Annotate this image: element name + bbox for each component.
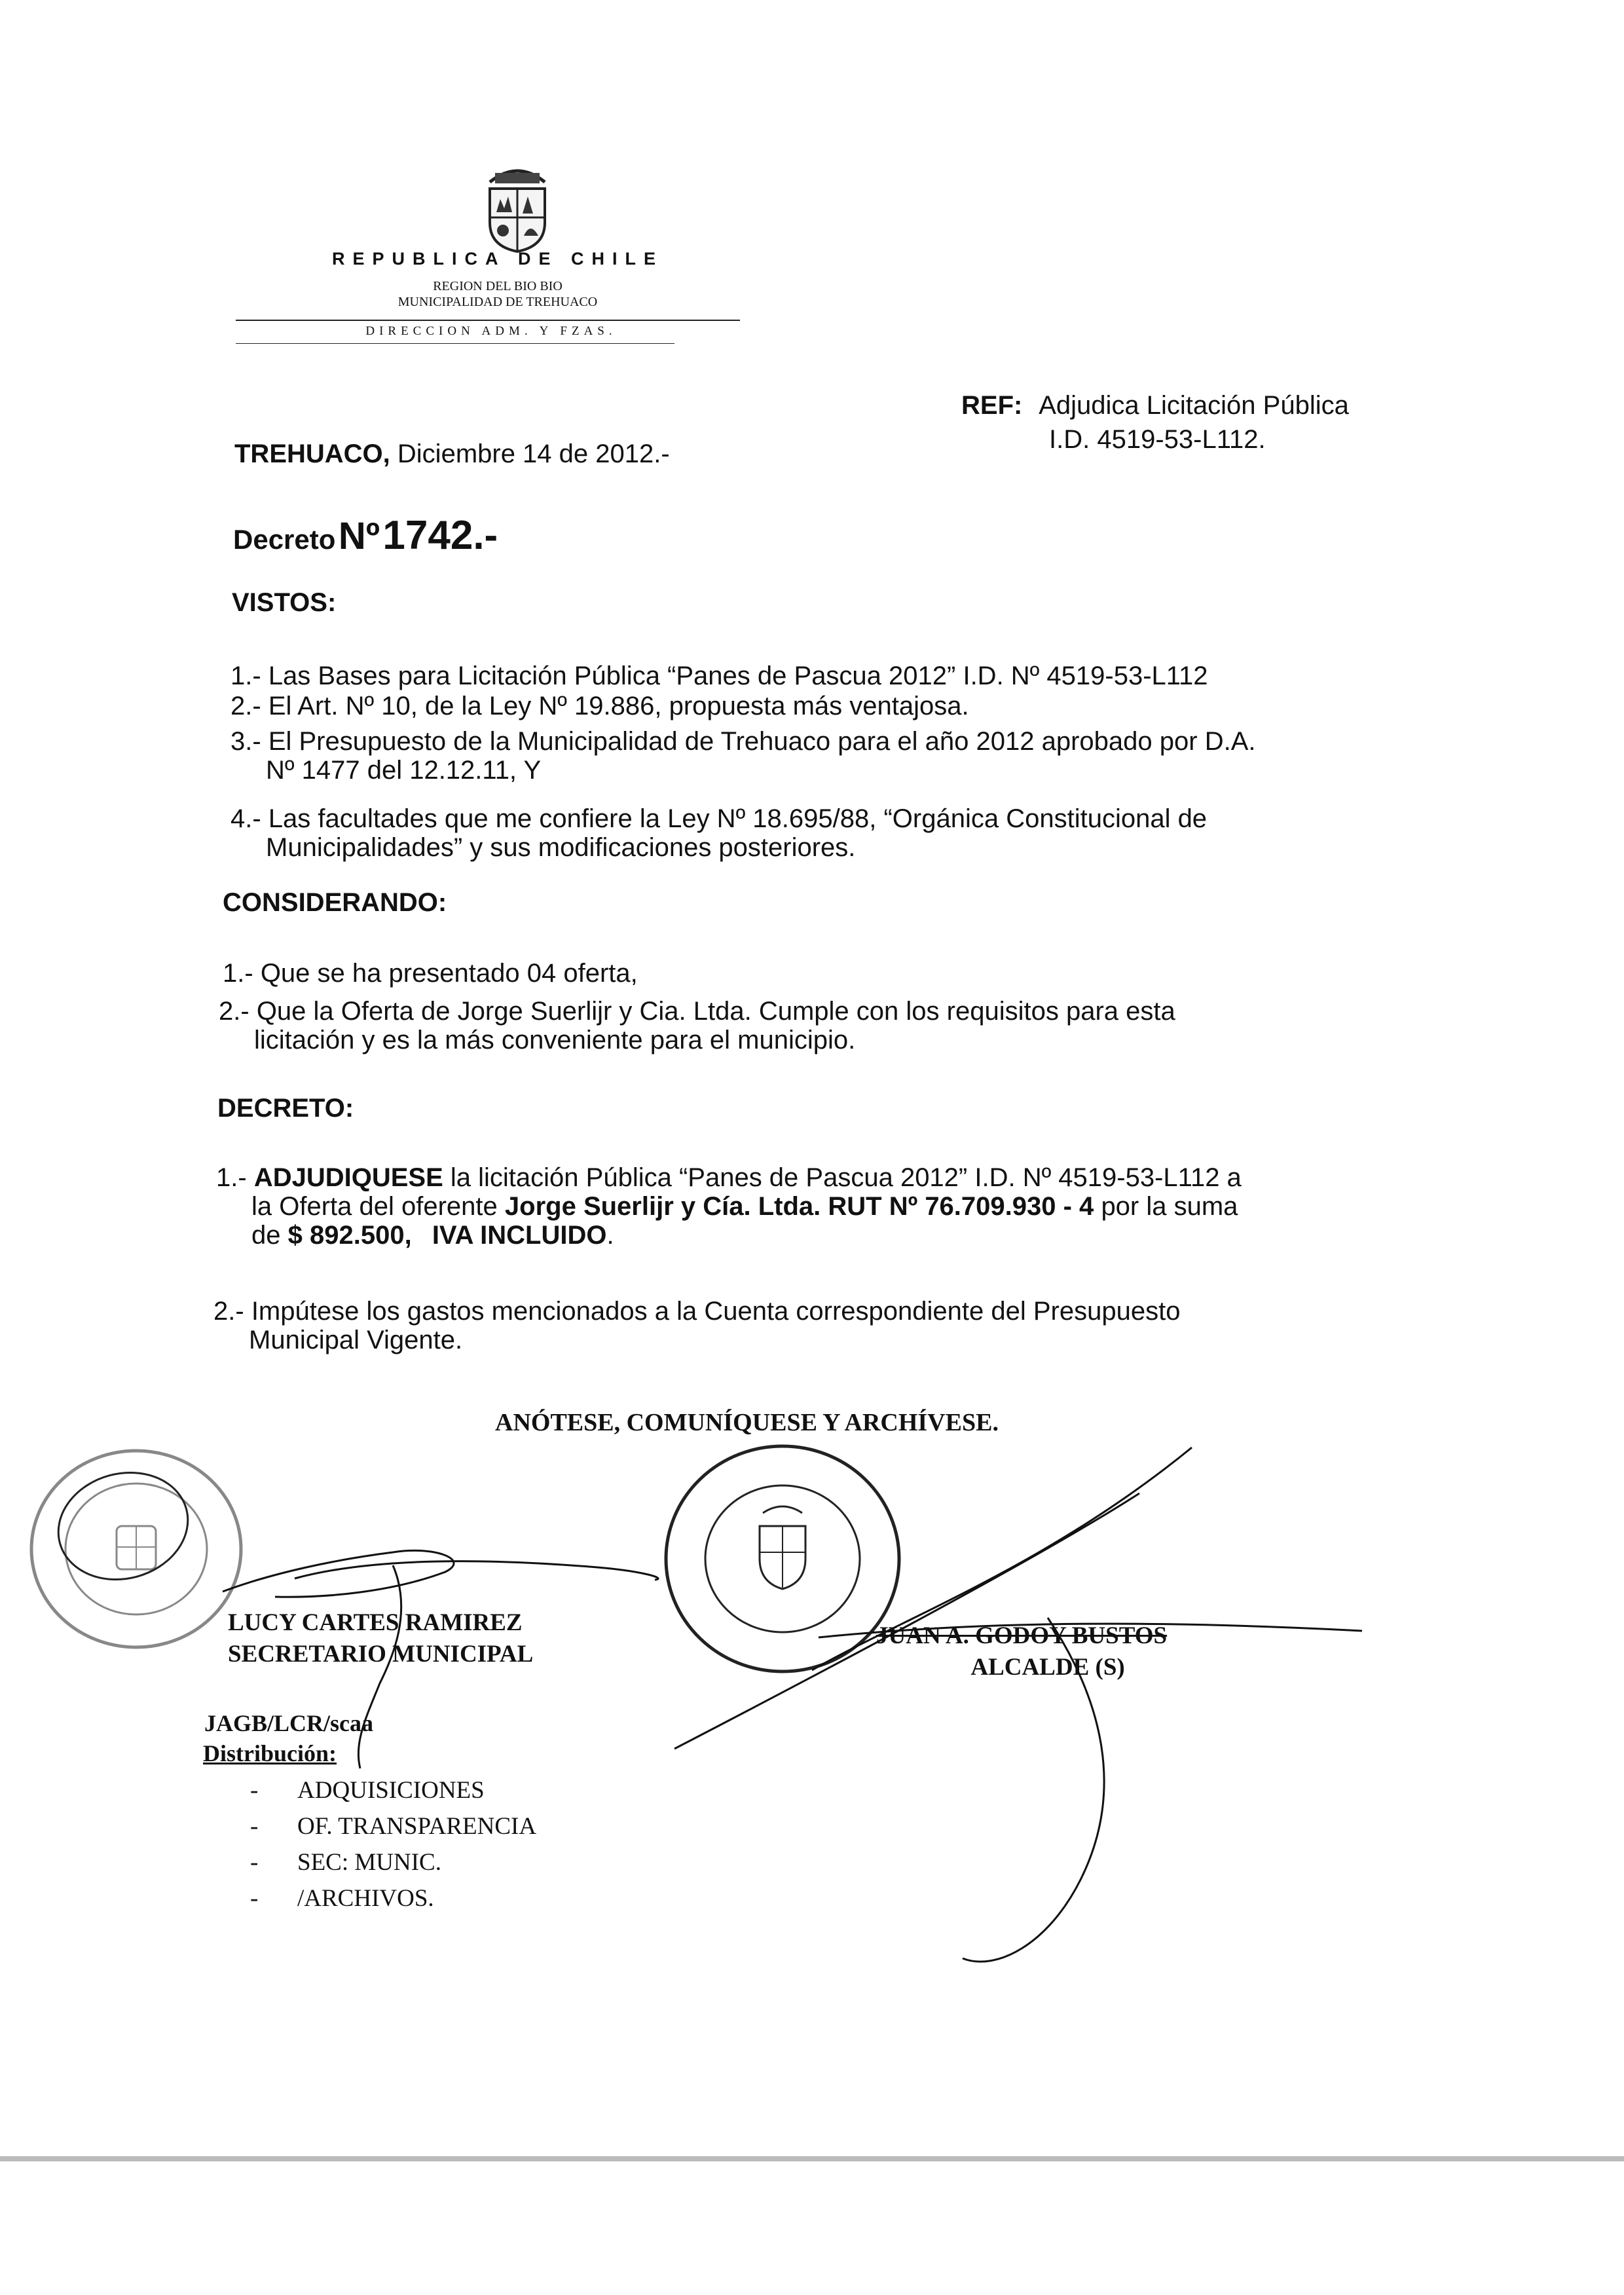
item-continuation: Municipal Vigente.	[249, 1326, 463, 1354]
item-text: la licitación Pública “Panes de Pascua 2012” I.D. Nº 4519-53-L112 a	[450, 1163, 1242, 1192]
item-number: 4.-	[231, 804, 261, 833]
adjudique-verb: ADJUDIQUESE	[253, 1163, 443, 1192]
item-continuation: Nº 1477 del 12.12.11, Y	[266, 756, 542, 785]
ref-line2: I.D. 4519-53-L112.	[1049, 425, 1266, 454]
item-text: Que se ha presentado 04 oferta,	[260, 959, 638, 988]
item-text: por la suma	[1101, 1192, 1238, 1221]
letterhead-municipality: MUNICIPALIDAD DE TREHUACO	[397, 295, 598, 309]
alcalde-title: ALCALDE (S)	[970, 1654, 1125, 1681]
ref-label: REF:	[961, 391, 1023, 420]
vistos-item	[231, 662, 1409, 690]
item-number: 1.-	[223, 959, 253, 988]
place-date	[234, 440, 670, 468]
decreto-item	[213, 1297, 1431, 1354]
item-number: 1.-	[231, 662, 261, 690]
letterhead-country: REPUBLICA DE CHILE	[331, 249, 663, 269]
iva-note: IVA INCLUIDO	[432, 1221, 607, 1250]
decreto-item	[216, 1163, 1434, 1250]
item-continuation: Municipalidades” y sus modificaciones posteriores.	[266, 833, 856, 862]
item-text: Que la Oferta de Jorge Suerlijr y Cia. Ltda. Cumple con los requisitos para esta	[256, 997, 1175, 1026]
letterhead-department: DIRECCION ADM. Y FZAS.	[365, 324, 617, 338]
item-text: El Presupuesto de la Municipalidad de Trehuaco para el año 2012 aprobado por D.A.	[268, 727, 1256, 756]
scan-edge	[0, 2156, 1624, 2161]
item-number: 1.-	[216, 1163, 247, 1192]
closing-line: ANÓTESE, COMUNÍQUESE Y ARCHÍVESE.	[495, 1409, 999, 1436]
distribution-heading: Distribución:	[203, 1740, 337, 1766]
alcalde-signature-icon	[655, 1421, 1375, 2011]
vistos-item	[231, 804, 1409, 862]
list-item: - /ARCHIVOS.	[250, 1885, 434, 1912]
item-number: 2.-	[231, 692, 261, 720]
letterhead-rule-top	[236, 320, 740, 321]
item-text: Impútese los gastos mencionados a la Cuenta correspondiente del Presupuesto	[251, 1297, 1181, 1326]
considerando-item	[223, 959, 1401, 988]
ref-block	[961, 392, 1349, 419]
item-text: El Art. Nº 10, de la Ley Nº 19.886, propuesta más ventajosa.	[268, 692, 969, 720]
item-continuation: licitación y es la más conveniente para el municipio.	[254, 1026, 856, 1054]
distribution-list	[250, 1772, 536, 1916]
item-text: la Oferta del oferente	[251, 1192, 498, 1221]
letterhead-rule-bottom	[236, 343, 674, 344]
coat-of-arms-icon	[477, 162, 558, 254]
secretario-signature-block	[228, 1607, 533, 1670]
vistos-heading: VISTOS:	[232, 588, 337, 617]
item-number: 2.-	[213, 1297, 244, 1326]
decreto-heading: DECRETO:	[217, 1094, 354, 1123]
item-text: .	[606, 1221, 614, 1250]
alcalde-signature-block	[876, 1620, 1167, 1683]
vistos-item	[231, 692, 1409, 720]
letterhead	[314, 249, 681, 310]
decree-no: Nº	[338, 515, 380, 557]
award-amount: $ 892.500,	[287, 1221, 412, 1250]
alcalde-name: JUAN A. GODOY BUSTOS	[876, 1622, 1168, 1649]
date: Diciembre 14 de 2012.-	[397, 439, 670, 468]
decree-number: 1742.-	[382, 513, 498, 558]
bidder-name: Jorge Suerlijr y Cía. Ltda. RUT Nº 76.709.930 - 4	[504, 1192, 1094, 1221]
item-number: 3.-	[231, 727, 261, 756]
ref-line1: Adjudica Licitación Pública	[1039, 391, 1349, 420]
item-number: 2.-	[219, 997, 249, 1026]
decree-label: Decreto	[233, 524, 336, 555]
secretario-name: LUCY CARTES RAMIREZ	[228, 1609, 523, 1636]
list-item: - ADQUISICIONES	[250, 1777, 485, 1804]
vistos-item	[231, 727, 1409, 785]
secretario-title: SECRETARIO MUNICIPAL	[228, 1641, 534, 1668]
decree-number-line	[233, 512, 498, 559]
considerando-item	[219, 997, 1411, 1054]
list-item: - SEC: MUNIC.	[250, 1849, 441, 1876]
item-text: Las facultades que me confiere la Ley Nº 18.695/88, “Orgánica Constitucional de	[268, 804, 1208, 833]
item-text: Las Bases para Licitación Pública “Panes de Pascua 2012” I.D. Nº 4519-53-L112	[268, 662, 1208, 690]
considerando-heading: CONSIDERANDO:	[223, 888, 447, 917]
item-text: de	[251, 1221, 281, 1250]
letterhead-region: REGION DEL BIO BIO	[433, 279, 563, 293]
list-item: - OF. TRANSPARENCIA	[250, 1813, 537, 1840]
place: TREHUACO,	[234, 439, 390, 468]
initials: JAGB/LCR/scaa	[204, 1710, 374, 1736]
